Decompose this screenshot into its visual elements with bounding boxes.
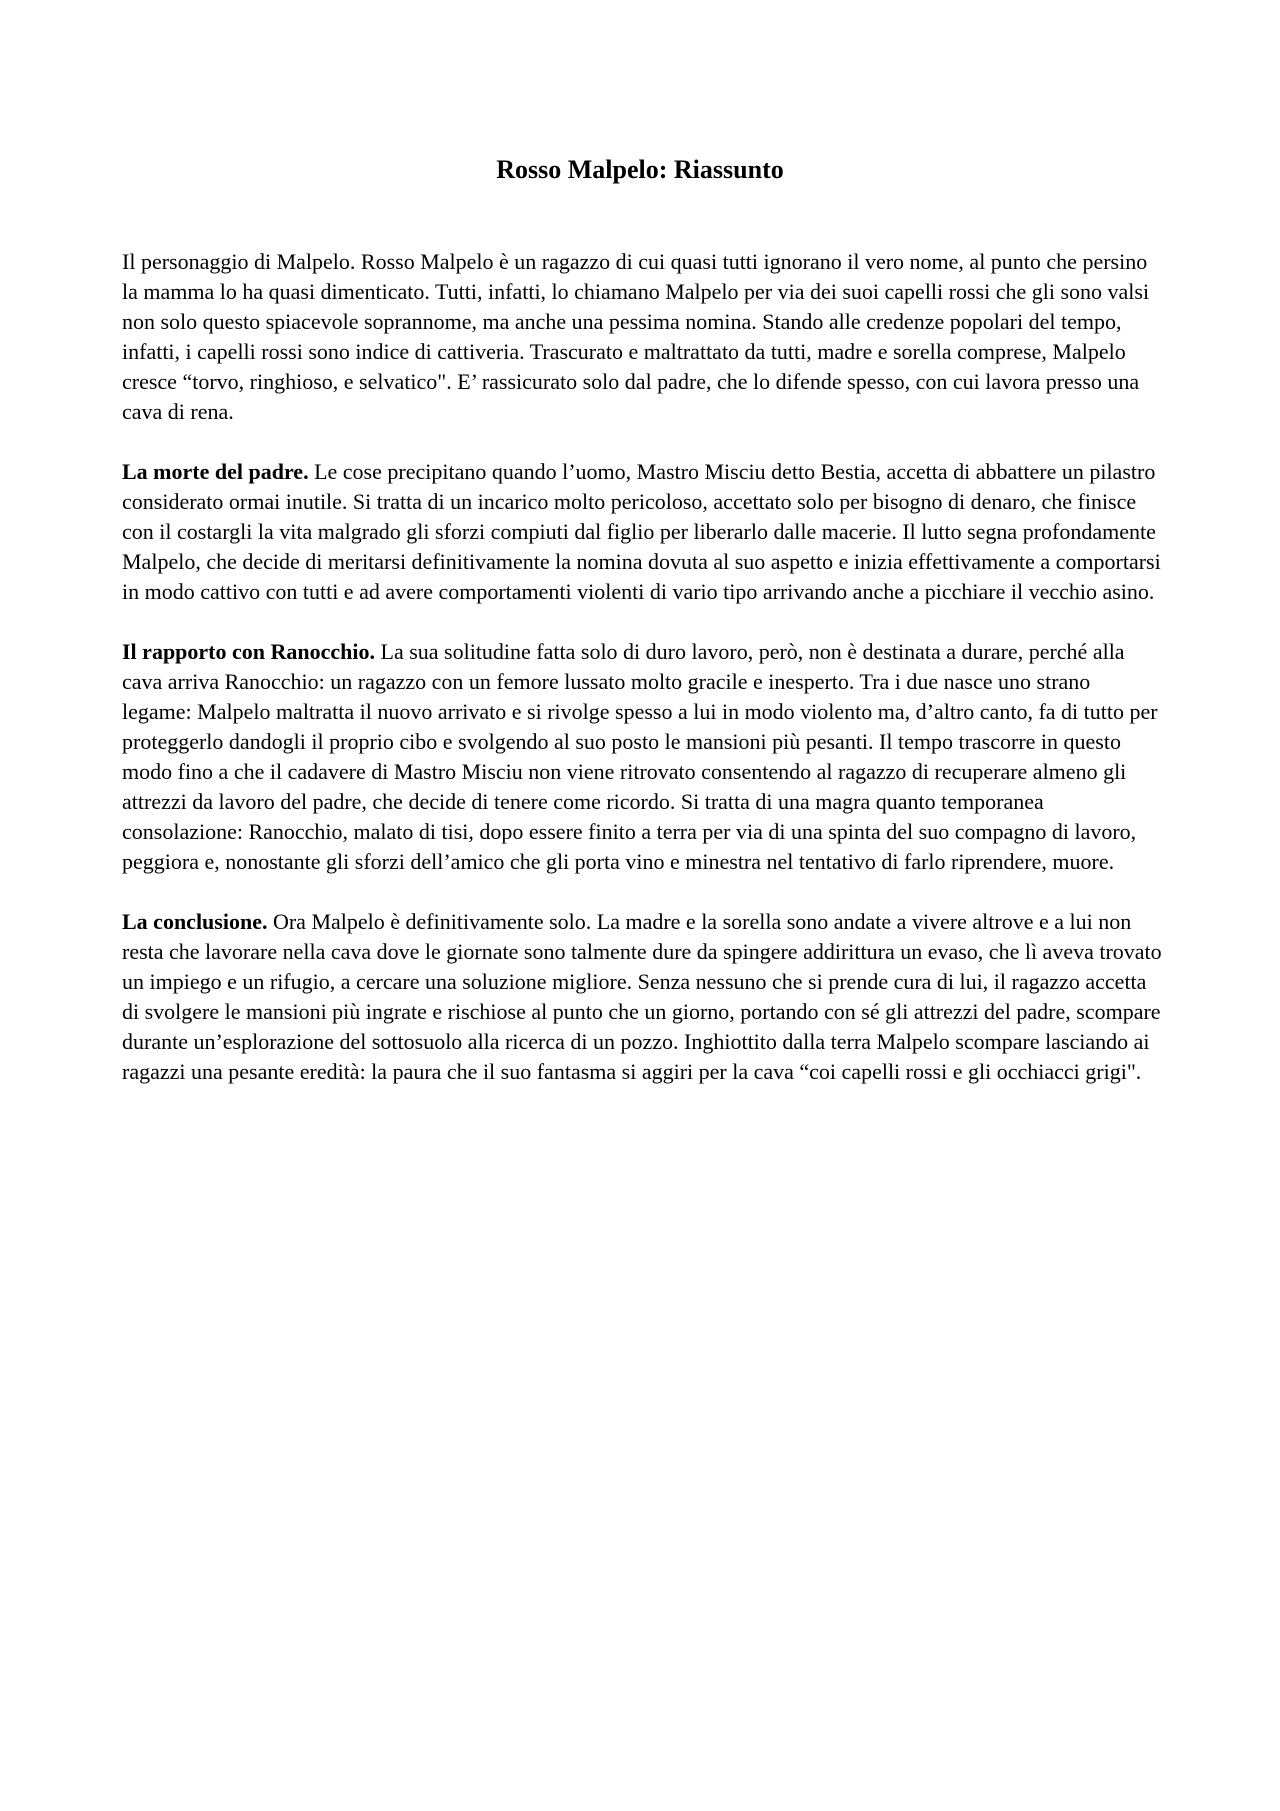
paragraph-heading: La conclusione. — [122, 909, 268, 934]
paragraph-heading: Il rapporto con Ranocchio. — [122, 639, 375, 664]
paragraph-text: La sua solitudine fatta solo di duro lavoro, però, non è destinata a durare, perché alla cava arriva Ranocchio: un ragazzo con un femore lussato molto gracile e inesperto. Tra i due nasce uno strano legame: Malpelo maltratta il nuovo arrivato e si rivolge spesso a lui in modo violento ma, d’altro canto, fa di tutto per proteggerlo dandogli il proprio cibo e svolgendo al suo posto le mansioni più pesanti. Il tempo trascorre in questo modo fino a che il cadavere di Mastro Misciu non viene ritrovato consentendo al ragazzo di recuperare almeno gli attrezzi da lavoro del padre, che decide di tenere come ricordo. Si tratta di una magra quanto temporanea consolazione: Ranocchio, malato di tisi, dopo essere finito a terra per via di una spinta del suo compagno di lavoro, peggiora e, nonostante gli sforzi dell’amico che gli porta vino e minestra nel tentativo di farlo riprendere, muore. — [122, 639, 1158, 874]
paragraph-text: Il personaggio di Malpelo. Rosso Malpelo è un ragazzo di cui quasi tutti ignorano il vero nome, al punto che persino la mamma lo ha quasi dimenticato. Tutti, infatti, lo chiamano Malpelo per via dei suoi capelli rossi che gli sono valsi non solo questo spiacevole soprannome, ma anche una pessima nomina. Stando alle credenze popolari del tempo, infatti, i capelli rossi sono indice di cattiveria. Trascurato e maltrattato da tutti, madre e sorella comprese, Malpelo cresce “torvo, ringhioso, e selvatico". E’ rassicurato solo dal padre, che lo difende spesso, con cui lavora presso una cava di rena. — [122, 249, 1150, 424]
paragraph-heading: La morte del padre. — [122, 459, 309, 484]
paragraph-morte-del-padre — [122, 457, 1162, 607]
paragraph-personaggio — [122, 247, 1162, 427]
paragraph-rapporto-ranocchio — [122, 637, 1162, 877]
paragraph-text: Le cose precipitano quando l’uomo, Mastro Misciu detto Bestia, accetta di abbattere un pilastro considerato ormai inutile. Si tratta di un incarico molto pericoloso, accettato solo per bisogno di denaro, che finisce con il costargli la vita malgrado gli sforzi compiuti dal figlio per liberarlo dalle macerie. Il lutto segna profondamente Malpelo, che decide di meritarsi definitivamente la nomina dovuta al suo aspetto e inizia effettivamente a comportarsi in modo cattivo con tutti e ad avere comportamenti violenti di vario tipo arrivando anche a picchiare il vecchio asino. — [122, 459, 1161, 604]
document-body — [122, 247, 1162, 1117]
paragraph-conclusione — [122, 907, 1162, 1087]
document-title: Rosso Malpelo: Riassunto — [496, 155, 784, 184]
paragraph-text: Ora Malpelo è definitivamente solo. La madre e la sorella sono andate a vivere altrove e a lui non resta che lavorare nella cava dove le giornate sono talmente dure da spingere addirittura un evaso, che lì aveva trovato un impiego e un rifugio, a cercare una soluzione migliore. Senza nessuno che si prende cura di lui, il ragazzo accetta di svolgere le mansioni più ingrate e rischiose al punto che un giorno, portando con sé gli attrezzi del padre, scompare durante un’esplorazione del sottosuolo alla ricerca di un pozzo. Inghiottito dalla terra Malpelo scompare lasciando ai ragazzi una pesante eredità: la paura che il suo fantasma si aggiri per la cava “coi capelli rossi e gli occhiacci grigi". — [122, 909, 1162, 1084]
